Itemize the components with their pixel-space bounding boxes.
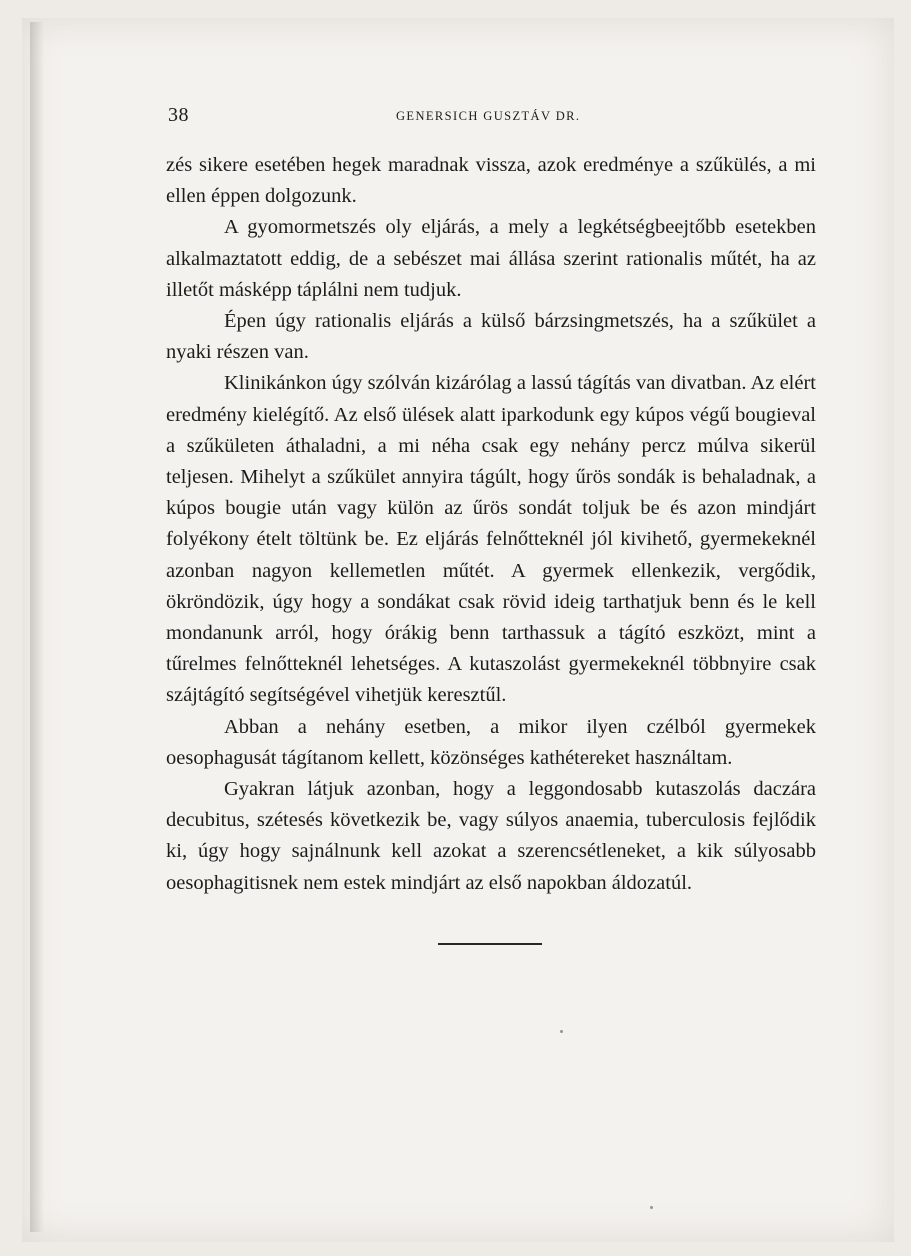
- paragraph-6: Gyakran látjuk azonban, hogy a leggondosabb kutaszolás daczára decubitus, szétesés következik be, vagy súlyos anaemia, tuberculosis fejlődik ki, úgy hogy sajnálnunk kell azokat a szerencsétleneket, a kik súlyosabb oesophagitisnek nem estek mindjárt az első napokban áldozatúl.: [166, 778, 816, 894]
- paper-speck: [560, 1030, 563, 1033]
- paper-speck: [650, 1206, 653, 1209]
- paper-speck: [290, 160, 293, 163]
- page-number: 38: [168, 104, 189, 126]
- paragraph-3: Épen úgy rationalis eljárás a külső bárzsingmetszés, ha a szűkület a nyaki részen van.: [166, 310, 816, 364]
- section-end-rule: [438, 943, 542, 945]
- body-text: [166, 150, 816, 899]
- page-binding-shadow: [30, 22, 44, 1232]
- running-head: [168, 104, 828, 128]
- paragraph-5: Abban a nehány esetben, a mikor ilyen czélból gyermekek oesophagusát tágítanom kellett, közönséges kathétereket használtam.: [166, 715, 816, 769]
- paragraph-1: zés sikere esetében hegek maradnak vissza, azok eredménye a szűkülés, a mi ellen éppen dolgozunk.: [166, 154, 816, 208]
- paragraph-4: Klinikánkon úgy szólván kizárólag a lassú tágítás van divatban. Az elért eredmény kielégítő. Az első ülések alatt iparkodunk egy kúpos végű bougieval a szűkületen áthaladni, a mi néha csak egy nehány percz múlva sikerül teljesen. Mihelyt a szűkület annyira tágúlt, hogy űrös sondák is behaladnak, a kúpos bougie után vagy külön az űrös sondát toljuk be és azon mindjárt folyékony ételt töltünk be. Ez eljárás felnőtteknél jól kivihető, gyermekeknél azonban nagyon kellemetlen műtét. A gyermek ellenkezik, vergődik, ökröndözik, úgy hogy a sondákat csak rövid ideig tarthatjuk benn és le kell mondanunk arról, hogy órákig benn tarthassuk a tágító eszközt, mint a tűrelmes felnőtteknél lehetséges. A kutaszolást gyermekeknél többnyire csak szájtágító segítségével vihetjük keresztűl.: [166, 372, 816, 707]
- running-head-title: GENERSICH GUSZTÁV DR.: [396, 109, 581, 123]
- paragraph-2: A gyomormetszés oly eljárás, a mely a legkétségbeejtőbb esetekben alkalmaztatott eddig, de a sebészet mai állása szerint rationalis műtét, ha az illetőt másképp táplálni nem tudjuk.: [166, 216, 816, 301]
